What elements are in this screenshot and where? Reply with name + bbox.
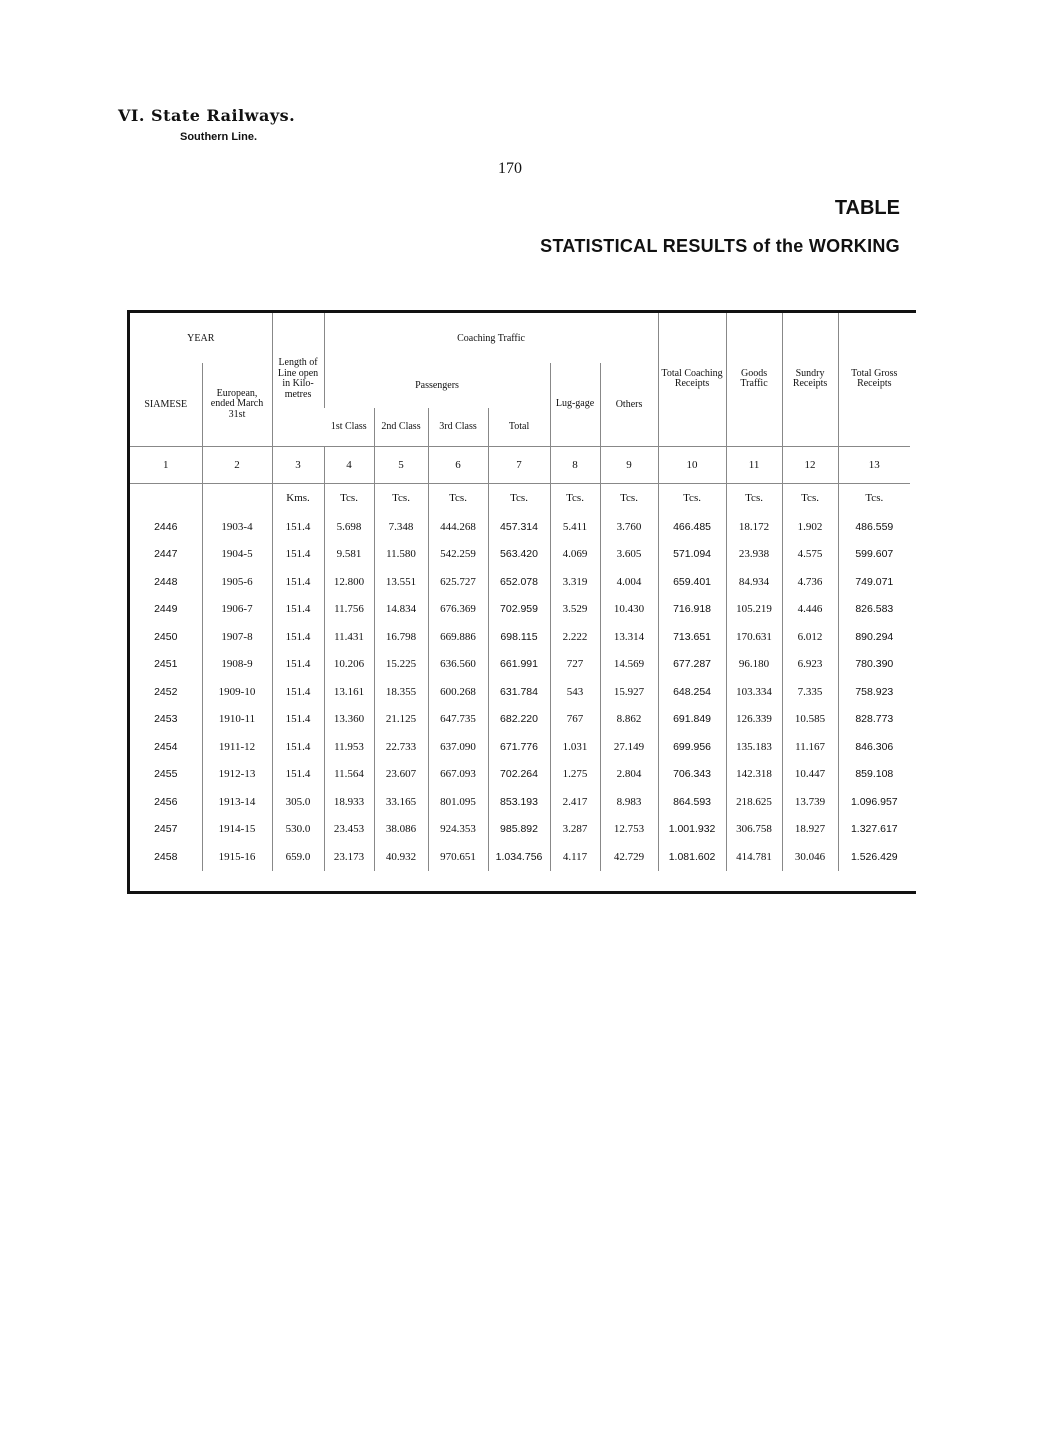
table-cell: 2448	[154, 575, 178, 588]
siamese-header: SIAMESE	[144, 398, 188, 410]
table-cell: 924.353	[428, 816, 488, 844]
table-cell: 3.605	[600, 541, 658, 569]
col-number: 6	[428, 446, 488, 483]
table-cell: 4.575	[782, 541, 838, 569]
table-cell: 10.585	[782, 706, 838, 734]
table-cell: 1906-7	[202, 596, 272, 624]
table-cell: 1912-13	[202, 761, 272, 789]
table-cell: 1.275	[550, 761, 600, 789]
table-cell: 2449	[154, 603, 178, 616]
table-row	[130, 623, 910, 651]
table-row	[130, 568, 910, 596]
section-subtitle: Southern Line.	[180, 131, 257, 143]
table-cell: 801.095	[428, 788, 488, 816]
unit-cell: Tcs.	[600, 483, 658, 513]
table-cell: 636.560	[428, 651, 488, 679]
col-number: 9	[600, 446, 658, 483]
table-cell: 625.727	[428, 568, 488, 596]
table-cell: 1.031	[550, 733, 600, 761]
table-cell: 1907-8	[202, 623, 272, 651]
table-cell: 466.485	[658, 513, 726, 541]
table-cell: 846.306	[838, 733, 910, 761]
table-cell: 571.094	[658, 541, 726, 569]
table-cell: 15.225	[374, 651, 428, 679]
table-cell: 599.607	[838, 541, 910, 569]
others-header: Others	[600, 363, 658, 446]
table-cell: 103.334	[726, 678, 782, 706]
table-cell: 5.698	[324, 513, 374, 541]
table-cell: 23.453	[324, 816, 374, 844]
table-cell: 8.983	[600, 788, 658, 816]
unit-cell: Tcs.	[428, 483, 488, 513]
table-cell: 1909-10	[202, 678, 272, 706]
table-cell: 9.581	[324, 541, 374, 569]
table-cell: 2457	[154, 823, 178, 836]
table-cell: 151.4	[272, 541, 324, 569]
table-cell: 5.411	[550, 513, 600, 541]
table-row	[130, 761, 910, 789]
table-cell: 4.004	[600, 568, 658, 596]
unit-cell: Tcs.	[374, 483, 428, 513]
table-cell: 10.447	[782, 761, 838, 789]
year-header: YEAR	[187, 332, 215, 344]
unit-cell	[130, 483, 202, 513]
table-cell: 11.756	[324, 596, 374, 624]
table-cell: 677.287	[658, 651, 726, 679]
table-cell: 1.081.602	[658, 843, 726, 871]
table-cell: 170.631	[726, 623, 782, 651]
table-cell: 16.798	[374, 623, 428, 651]
statistics-table	[130, 313, 910, 871]
table-cell: 151.4	[272, 651, 324, 679]
table-cell: 151.4	[272, 678, 324, 706]
table-cell: 4.446	[782, 596, 838, 624]
table-cell: 1913-14	[202, 788, 272, 816]
table-cell: 676.369	[428, 596, 488, 624]
table-row	[130, 513, 910, 541]
table-cell: 126.339	[726, 706, 782, 734]
table-row	[130, 816, 910, 844]
table-cell: 7.335	[782, 678, 838, 706]
section-title: VI. State Railways.	[118, 106, 296, 125]
table-cell: 828.773	[838, 706, 910, 734]
table-cell: 6.923	[782, 651, 838, 679]
table-cell: 543	[550, 678, 600, 706]
table-cell: 13.161	[324, 678, 374, 706]
table-cell: 18.172	[726, 513, 782, 541]
table-cell: 18.355	[374, 678, 428, 706]
table-cell: 151.4	[272, 706, 324, 734]
table-cell: 530.0	[272, 816, 324, 844]
table-cell: 457.314	[488, 513, 550, 541]
table-cell: 2450	[154, 630, 178, 643]
col-number: 4	[324, 446, 374, 483]
table-cell: 853.193	[488, 788, 550, 816]
table-cell: 18.933	[324, 788, 374, 816]
table-cell: 38.086	[374, 816, 428, 844]
table-cell: 11.953	[324, 733, 374, 761]
table-cell: 970.651	[428, 843, 488, 871]
table-cell: 151.4	[272, 761, 324, 789]
table-cell: 1911-12	[202, 733, 272, 761]
table-cell: 135.183	[726, 733, 782, 761]
table-cell: 659.0	[272, 843, 324, 871]
table-cell: 691.849	[658, 706, 726, 734]
coaching-header: Coaching Traffic	[324, 313, 658, 363]
first-class-header: 1st Class	[330, 420, 367, 432]
table-cell: 631.784	[488, 678, 550, 706]
col-number: 12	[782, 446, 838, 483]
unit-cell: Tcs.	[488, 483, 550, 513]
table-cell: 2458	[154, 850, 178, 863]
table-cell: 306.758	[726, 816, 782, 844]
table-row	[130, 541, 910, 569]
unit-cell: Tcs.	[324, 483, 374, 513]
table-cell: 1915-16	[202, 843, 272, 871]
table-cell: 563.420	[488, 541, 550, 569]
table-cell: 23.607	[374, 761, 428, 789]
table-cell: 749.071	[838, 568, 910, 596]
table-cell: 12.800	[324, 568, 374, 596]
table-cell: 727	[550, 651, 600, 679]
unit-cell: Tcs.	[838, 483, 910, 513]
table-cell: 4.117	[550, 843, 600, 871]
table-cell: 11.431	[324, 623, 374, 651]
table-cell: 1.096.957	[838, 788, 910, 816]
table-cell: 1.034.756	[488, 843, 550, 871]
table-cell: 2456	[154, 795, 178, 808]
table-cell: 648.254	[658, 678, 726, 706]
table-cell: 2452	[154, 685, 178, 698]
table-cell: 985.892	[488, 816, 550, 844]
table-body	[130, 513, 910, 871]
table-cell: 4.736	[782, 568, 838, 596]
table-cell: 682.220	[488, 706, 550, 734]
col-number: 11	[726, 446, 782, 483]
table-cell: 151.4	[272, 623, 324, 651]
length-header: Length of Line open in Kilo-metres	[272, 313, 324, 446]
table-cell: 2446	[154, 520, 178, 533]
table-cell: 669.886	[428, 623, 488, 651]
table-cell: 13.739	[782, 788, 838, 816]
table-cell: 1903-4	[202, 513, 272, 541]
col-number: 5	[374, 446, 428, 483]
table-cell: 151.4	[272, 513, 324, 541]
table-row	[130, 706, 910, 734]
table-cell: 27.149	[600, 733, 658, 761]
unit-cell: Kms.	[272, 483, 324, 513]
table-cell: 11.564	[324, 761, 374, 789]
table-cell: 702.959	[488, 596, 550, 624]
table-cell: 2.804	[600, 761, 658, 789]
table-cell: 10.206	[324, 651, 374, 679]
table-cell: 3.287	[550, 816, 600, 844]
table-row	[130, 678, 910, 706]
table-cell: 151.4	[272, 596, 324, 624]
table-cell: 637.090	[428, 733, 488, 761]
table-cell: 305.0	[272, 788, 324, 816]
table-cell: 661.991	[488, 651, 550, 679]
table-cell: 18.927	[782, 816, 838, 844]
table-cell: 600.268	[428, 678, 488, 706]
table-cell: 218.625	[726, 788, 782, 816]
table-cell: 13.551	[374, 568, 428, 596]
gross-header: Total Gross Receipts	[838, 313, 910, 446]
table-cell: 652.078	[488, 568, 550, 596]
table-cell: 2447	[154, 548, 178, 561]
table-cell: 4.069	[550, 541, 600, 569]
table-cell: 667.093	[428, 761, 488, 789]
table-cell: 890.294	[838, 623, 910, 651]
table-cell: 10.430	[600, 596, 658, 624]
col-number: 7	[488, 446, 550, 483]
table-cell: 42.729	[600, 843, 658, 871]
table-cell: 40.932	[374, 843, 428, 871]
table-cell: 2451	[154, 658, 178, 671]
table-cell: 23.173	[324, 843, 374, 871]
table-row	[130, 788, 910, 816]
table-cell: 1908-9	[202, 651, 272, 679]
table-cell: 859.108	[838, 761, 910, 789]
total-coaching-header: Total Coaching Receipts	[658, 313, 726, 446]
table-cell: 698.115	[488, 623, 550, 651]
table-cell: 1905-6	[202, 568, 272, 596]
passenger-total-header: Total	[488, 408, 550, 446]
unit-cell: Tcs.	[782, 483, 838, 513]
table-row	[130, 596, 910, 624]
table-cell: 13.360	[324, 706, 374, 734]
table-cell: 2454	[154, 740, 178, 753]
table-cell: 33.165	[374, 788, 428, 816]
col-number: 1	[130, 446, 202, 483]
table-cell: 151.4	[272, 733, 324, 761]
table-cell: 30.046	[782, 843, 838, 871]
table-cell: 713.651	[658, 623, 726, 651]
table-cell: 22.733	[374, 733, 428, 761]
table-cell: 699.956	[658, 733, 726, 761]
european-header: European, ended March 31st	[202, 363, 272, 446]
table-cell: 1.001.932	[658, 816, 726, 844]
passengers-header: Passengers	[324, 363, 550, 408]
table-cell: 780.390	[838, 651, 910, 679]
table-cell: 2453	[154, 713, 178, 726]
table-cell: 486.559	[838, 513, 910, 541]
table-cell: 105.219	[726, 596, 782, 624]
second-class-header: 2nd Class	[374, 408, 428, 446]
unit-cell	[202, 483, 272, 513]
table-cell: 7.348	[374, 513, 428, 541]
col-number: 3	[272, 446, 324, 483]
table-cell: 767	[550, 706, 600, 734]
table-cell: 444.268	[428, 513, 488, 541]
table-cell: 671.776	[488, 733, 550, 761]
table-cell: 6.012	[782, 623, 838, 651]
table-cell: 142.318	[726, 761, 782, 789]
table-cell: 151.4	[272, 568, 324, 596]
table-cell: 659.401	[658, 568, 726, 596]
table-cell: 542.259	[428, 541, 488, 569]
col-number: 2	[202, 446, 272, 483]
table-cell: 1.526.429	[838, 843, 910, 871]
col-number: 10	[658, 446, 726, 483]
table-cell: 1914-15	[202, 816, 272, 844]
unit-cell: Tcs.	[550, 483, 600, 513]
table-cell: 706.343	[658, 761, 726, 789]
col-number: 13	[838, 446, 910, 483]
table-cell: 3.529	[550, 596, 600, 624]
table-cell: 21.125	[374, 706, 428, 734]
unit-cell: Tcs.	[726, 483, 782, 513]
table-cell: 96.180	[726, 651, 782, 679]
table-cell: 702.264	[488, 761, 550, 789]
table-cell: 2.417	[550, 788, 600, 816]
table-cell: 14.834	[374, 596, 428, 624]
table-cell: 11.167	[782, 733, 838, 761]
table-cell: 647.735	[428, 706, 488, 734]
table-cell: 11.580	[374, 541, 428, 569]
table-row	[130, 843, 910, 871]
table-cell: 3.760	[600, 513, 658, 541]
table-cell: 864.593	[658, 788, 726, 816]
table-cell: 1.327.617	[838, 816, 910, 844]
table-cell: 2.222	[550, 623, 600, 651]
table-title: STATISTICAL RESULTS of the WORKING	[540, 236, 900, 256]
sundry-header: Sundry Receipts	[782, 313, 838, 446]
table-cell: 12.753	[600, 816, 658, 844]
table-cell: 1910-11	[202, 706, 272, 734]
table-cell: 414.781	[726, 843, 782, 871]
col-number: 8	[550, 446, 600, 483]
luggage-header: Lug-gage	[550, 363, 600, 446]
page-number: 170	[498, 160, 522, 177]
table-row	[130, 733, 910, 761]
table-row	[130, 651, 910, 679]
table-cell: 1904-5	[202, 541, 272, 569]
table-cell: 14.569	[600, 651, 658, 679]
table-cell: 15.927	[600, 678, 658, 706]
table-cell: 84.934	[726, 568, 782, 596]
table-cell: 3.319	[550, 568, 600, 596]
table-label: TABLE	[834, 197, 900, 219]
table-cell: 8.862	[600, 706, 658, 734]
table-cell: 13.314	[600, 623, 658, 651]
table-cell: 716.918	[658, 596, 726, 624]
goods-header: Goods Traffic	[726, 313, 782, 446]
table-cell: 758.923	[838, 678, 910, 706]
unit-cell: Tcs.	[658, 483, 726, 513]
table-cell: 826.583	[838, 596, 910, 624]
table-cell: 1.902	[782, 513, 838, 541]
third-class-header: 3rd Class	[428, 408, 488, 446]
table-cell: 2455	[154, 768, 178, 781]
table-cell: 23.938	[726, 541, 782, 569]
